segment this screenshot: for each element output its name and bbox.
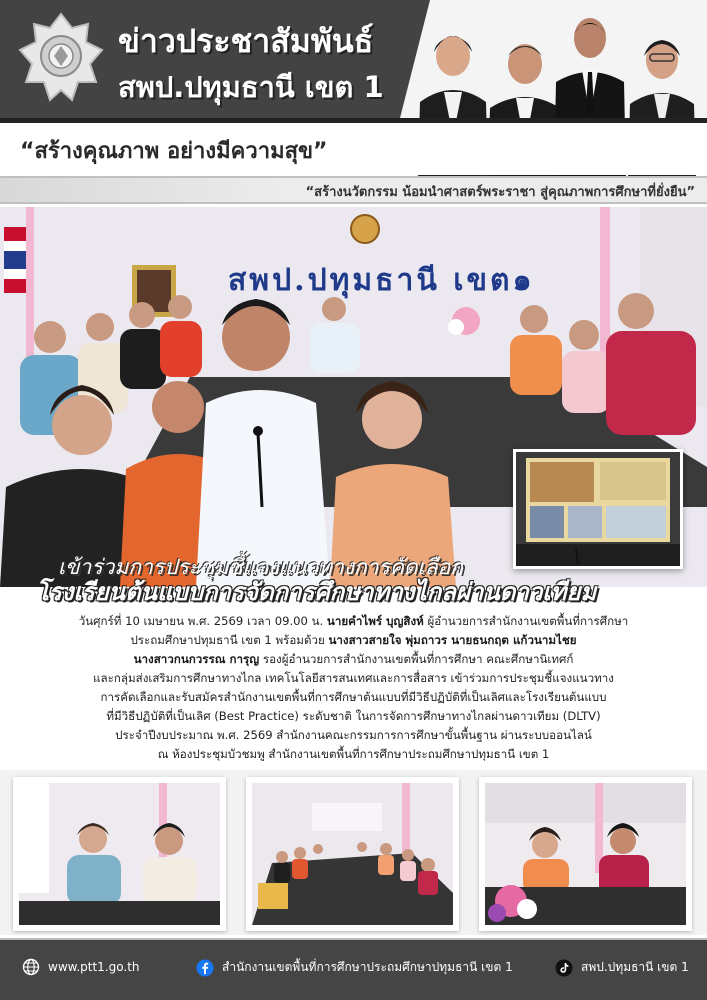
gallery-photo-1 xyxy=(13,777,226,931)
inset-screen-photo xyxy=(513,449,683,569)
slogan-text: “สร้างคุณภาพ อย่างมีความสุข” xyxy=(20,139,328,164)
body-line: ที่มีวิธีปฏิบัติที่เป็นเลิศ (Best Practice) ระดับชาติ ในการจัดการศึกษาทางไกลผ่านดาวเทียม (DLTV) xyxy=(106,709,601,723)
body-line: การคัดเลือกและรับสมัครสำนักงานเขตพื้นที่การศึกษาต้นแบบที่มีวิธีปฏิบัติที่เป็นเลิศและโรงเรียนต้นแบบ xyxy=(100,690,607,704)
facebook-icon xyxy=(196,959,214,977)
office-wall-sign: สพป.ปทุมธานี เขต๑ xyxy=(228,263,535,298)
news-body xyxy=(6,612,701,764)
tiktok-icon xyxy=(555,959,573,977)
meeting-room-photo xyxy=(252,783,453,925)
footer-tiktok[interactable] xyxy=(555,958,689,977)
obec-emblem-logo xyxy=(16,10,106,106)
website-url[interactable]: www.ptt1.go.th xyxy=(48,960,140,974)
header-subtitle: สพป.ปทุมธานี เขต 1 xyxy=(118,70,384,104)
footer-facebook[interactable] xyxy=(196,958,513,977)
footer-website[interactable] xyxy=(22,958,140,976)
meeting-main-photo xyxy=(0,207,707,587)
body-line: วันศุกร์ที่ 10 เมษายน พ.ศ. 2569 เวลา 09.00 น. นายคำไพร์ บุญสิงห์ ผู้อำนวยการสำนักงานเขตพื้นที่การศึกษา xyxy=(78,614,629,628)
deputy-names: นางสาวสายใจ พุ่มถาวร นายธนกฤต แก้วนามไชย xyxy=(328,633,577,647)
vision-text: “สร้างนวัตกรรม น้อมนำศาสตร์พระราชา สู่คุณภาพการศึกษาที่ยั่งยืน” xyxy=(305,185,695,200)
header-title: ข่าวประชาสัมพันธ์ xyxy=(118,22,374,60)
deputy-name: นางสาวกนกวรรณ การุญ xyxy=(133,652,260,666)
headline-line-2: โรงเรียนต้นแบบการจัดการศึกษาทางไกลผ่านดาวเทียม xyxy=(36,578,597,606)
tiktok-account-name[interactable]: สพป.ปทุมธานี เขต 1 xyxy=(581,960,689,974)
director-name: นายคำไพร์ บุญสิงห์ xyxy=(326,614,424,628)
body-line: ประถมศึกษาปทุมธานี เขต 1 พร้อมด้วย นางสาวสายใจ พุ่มถาวร นายธนกฤต แก้วนามไชย xyxy=(130,633,577,647)
video-conference-screen xyxy=(516,452,680,566)
gallery-photo-2 xyxy=(246,777,459,931)
body-line: ประจำปีงบประมาณ พ.ศ. 2569 สำนักงานคณะกรรมการการศึกษาขั้นพื้นฐาน ผ่านระบบออนไลน์ xyxy=(115,728,592,742)
body-line: และกลุ่มส่งเสริมการศึกษาทางไกล เทคโนโลยีสารสนเทศและการสื่อสาร เข้าร่วมการประชุมชี้แจงแนวทาง xyxy=(93,671,614,685)
gallery-photo-3 xyxy=(479,777,692,931)
headline-line-1: เข้าร่วมการประชุมชี้แจงแนวทางการคัดเลือก xyxy=(58,555,463,579)
two-officials-photo xyxy=(19,783,220,925)
facebook-page-name[interactable]: สำนักงานเขตพื้นที่การศึกษาประถมศึกษาปทุมธานี เขต 1 xyxy=(222,960,513,974)
officials-with-flowers-photo xyxy=(485,783,686,925)
body-line: ณ ห้องประชุมบัวชมพู สำนักงานเขตพื้นที่การศึกษาประถมศึกษาปทุมธานี เขต 1 xyxy=(157,747,550,761)
globe-icon xyxy=(22,958,40,976)
body-line: นางสาวกนกวรรณ การุญ รองผู้อำนวยการสำนักงานเขตพื้นที่การศึกษา คณะศึกษานิเทศก์ xyxy=(133,652,574,666)
